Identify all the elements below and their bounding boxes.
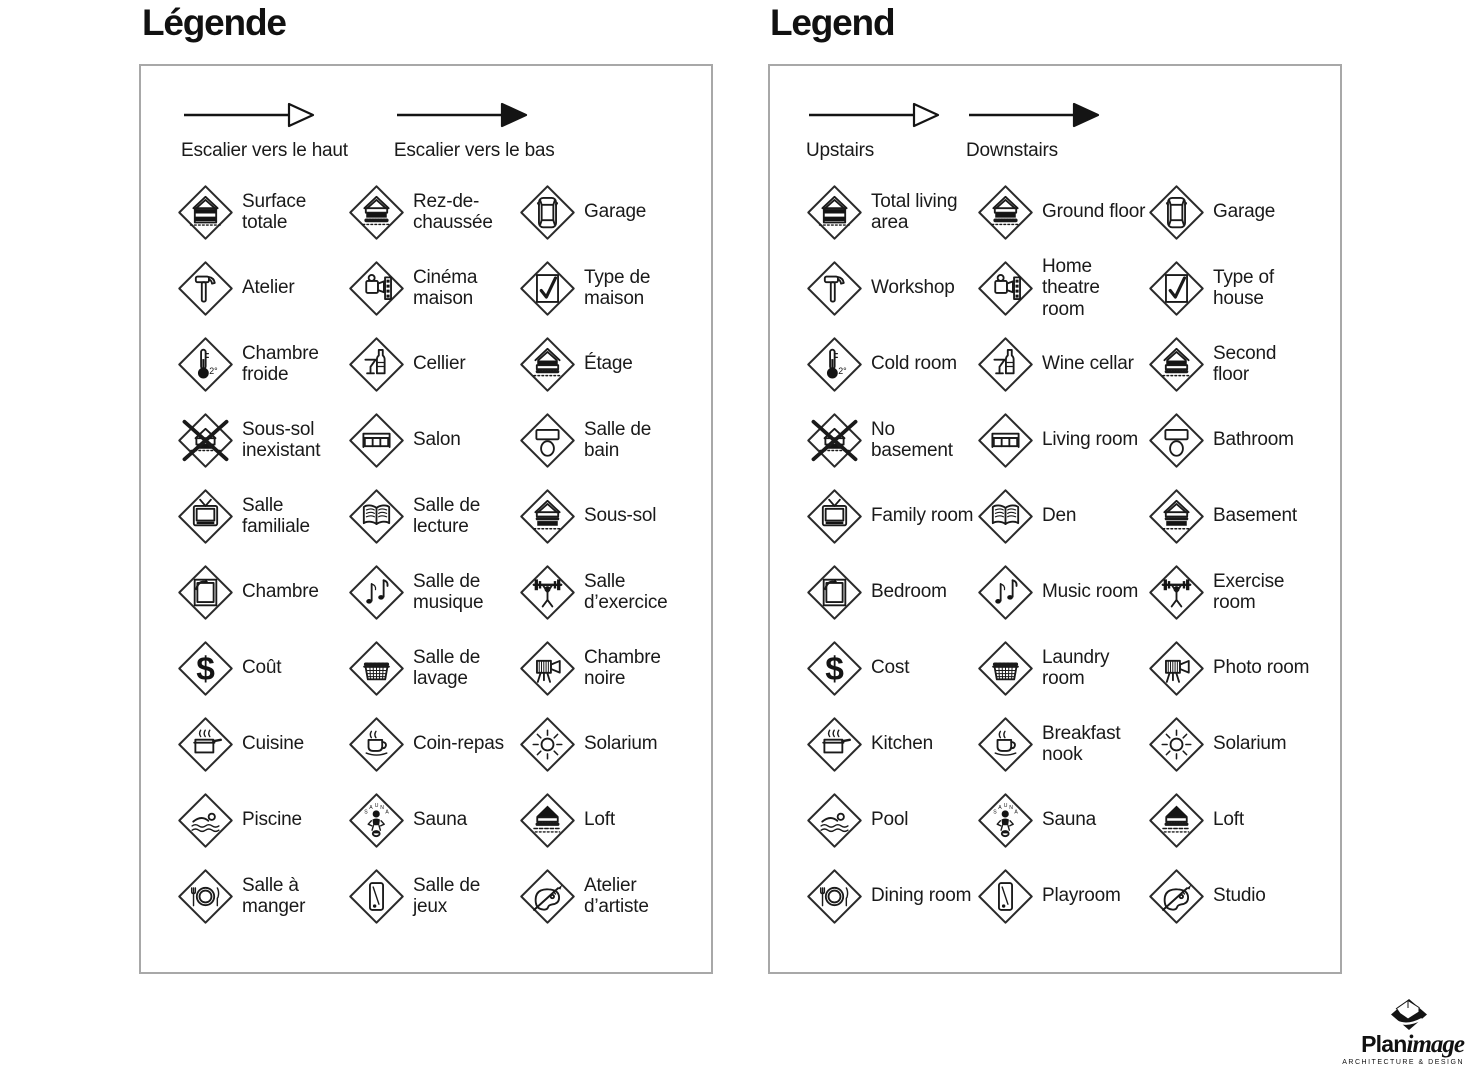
sauna-icon — [977, 792, 1034, 849]
arrow-filled-icon — [394, 100, 555, 135]
legend-item — [806, 706, 977, 782]
total-area-icon — [806, 184, 863, 241]
arrow-label: Escalier vers le haut — [181, 140, 348, 161]
legend-item — [519, 630, 691, 706]
legend-item-label: Second floor — [1213, 342, 1277, 385]
legend-item-label: Salon — [413, 429, 461, 451]
legend-item — [519, 326, 691, 402]
stair-arrow-outline — [806, 100, 946, 162]
legend-item-label: Chambre noire — [584, 646, 661, 689]
legend-item — [806, 326, 977, 402]
legend-item — [519, 402, 691, 478]
legend-item-label: No basement — [871, 418, 953, 461]
legend-panel-french — [139, 64, 713, 974]
legend-item-label: Studio — [1213, 885, 1266, 907]
photo-room-icon — [519, 640, 576, 697]
svg-text:$: $ — [196, 650, 215, 688]
legend-item — [1148, 174, 1320, 250]
legend-item-label: Surface totale — [242, 190, 307, 233]
legend-item-label: Salle de lecture — [413, 494, 481, 537]
legend-item-label: Chambre — [242, 581, 319, 603]
legend-item — [806, 174, 977, 250]
planimage-wordmark — [1288, 1030, 1464, 1058]
legend-item-label: Breakfast nook — [1042, 722, 1121, 765]
legend-item-label: Den — [1042, 505, 1077, 527]
legend-item — [519, 478, 691, 554]
den-icon — [977, 488, 1034, 545]
legend-item-label: Coût — [242, 657, 282, 679]
home-theatre-icon — [348, 260, 405, 317]
breakfast-nook-icon — [348, 716, 405, 773]
legend-item — [977, 706, 1148, 782]
second-floor-icon — [519, 336, 576, 393]
legend-item-label: Kitchen — [871, 733, 933, 755]
legend-item — [177, 858, 348, 934]
legend-item — [348, 174, 519, 250]
legend-item — [348, 782, 519, 858]
legend-item-label: Living room — [1042, 429, 1139, 451]
legend-item — [977, 782, 1148, 858]
planimage-logo — [1288, 996, 1464, 1067]
legend-item — [177, 250, 348, 326]
wine-cellar-icon — [348, 336, 405, 393]
legend-item — [977, 554, 1148, 630]
legend-item — [348, 630, 519, 706]
no-basement-icon — [177, 412, 234, 469]
legend-item — [519, 174, 691, 250]
bedroom-icon — [177, 564, 234, 621]
legend-item-label: Atelier — [242, 277, 295, 299]
laundry-icon — [977, 640, 1034, 697]
legend-item — [177, 630, 348, 706]
legend-item — [1148, 630, 1320, 706]
sauna-icon — [348, 792, 405, 849]
arrow-row — [806, 100, 1340, 162]
legend-item-label: Solarium — [1213, 733, 1287, 755]
exercise-room-icon — [519, 564, 576, 621]
svg-text:N: N — [380, 804, 384, 811]
living-room-icon — [977, 412, 1034, 469]
dining-room-icon — [806, 868, 863, 925]
solarium-icon — [1148, 716, 1205, 773]
legend-item — [519, 858, 691, 934]
legend-item — [348, 706, 519, 782]
bathroom-icon — [1148, 412, 1205, 469]
studio-icon — [1148, 868, 1205, 925]
logo-plan-text: Plan — [1361, 1030, 1407, 1057]
legend-item-label: Photo room — [1213, 657, 1310, 679]
loft-icon — [1148, 792, 1205, 849]
stair-arrow-filled — [966, 100, 1106, 162]
planimage-emblem-icon — [1288, 996, 1430, 1034]
legend-item-label: Salle familiale — [242, 494, 310, 537]
legend-item-label: Cost — [871, 657, 910, 679]
total-area-icon — [177, 184, 234, 241]
arrow-outline-icon — [806, 100, 946, 135]
legend-grid — [177, 174, 711, 934]
exercise-room-icon — [1148, 564, 1205, 621]
legend-item-label: Rez-de-chaussée — [413, 190, 493, 233]
legend-item-label: Salle de musique — [413, 570, 484, 613]
legend-item-label: Salle de lavage — [413, 646, 481, 689]
kitchen-icon — [806, 716, 863, 773]
legend-item-label: Étage — [584, 353, 633, 375]
arrow-filled-icon — [966, 100, 1106, 135]
cold-room-icon — [806, 336, 863, 393]
legend-item-label: Family room — [871, 505, 974, 527]
legend-item — [519, 782, 691, 858]
legend-item-label: Salle de jeux — [413, 874, 481, 917]
legend-item — [1148, 250, 1320, 326]
legend-item — [519, 554, 691, 630]
legend-item-label: Cinéma maison — [413, 266, 478, 309]
ground-floor-icon — [977, 184, 1034, 241]
home-theatre-icon — [977, 260, 1034, 317]
legend-item-label: Garage — [584, 201, 647, 223]
workshop-icon — [177, 260, 234, 317]
legend-item — [519, 250, 691, 326]
legend-item — [177, 782, 348, 858]
garage-icon — [1148, 184, 1205, 241]
music-room-icon — [977, 564, 1034, 621]
legend-item-label: Coin-repas — [413, 733, 504, 755]
legend-item-label: Type of house — [1213, 266, 1274, 309]
legend-item-label: Music room — [1042, 581, 1139, 603]
music-room-icon — [348, 564, 405, 621]
svg-text:S: S — [364, 808, 368, 815]
family-room-icon — [806, 488, 863, 545]
legend-item-label: Basement — [1213, 505, 1297, 527]
legend-item-label: Total living area — [871, 190, 958, 233]
svg-text:A: A — [998, 804, 1002, 811]
legend-item — [806, 250, 977, 326]
legend-item — [1148, 706, 1320, 782]
legend-item-label: Cellier — [413, 353, 466, 375]
kitchen-icon — [177, 716, 234, 773]
legend-item — [348, 402, 519, 478]
arrow-outline-icon — [181, 100, 348, 135]
legend-item — [348, 326, 519, 402]
photo-room-icon — [1148, 640, 1205, 697]
pool-icon — [177, 792, 234, 849]
legend-item — [177, 174, 348, 250]
legend-item — [806, 402, 977, 478]
legend-item-label: Chambre froide — [242, 342, 319, 385]
legend-item — [177, 402, 348, 478]
cost-icon — [177, 640, 234, 697]
svg-text:A: A — [385, 808, 389, 815]
legend-item-label: Loft — [1213, 809, 1244, 831]
legend-item — [1148, 326, 1320, 402]
no-basement-icon — [806, 412, 863, 469]
legend-item — [177, 554, 348, 630]
solarium-icon — [519, 716, 576, 773]
loft-icon — [519, 792, 576, 849]
stair-arrow-outline — [181, 100, 348, 162]
legend-item-label: Salle à manger — [242, 874, 306, 917]
legend-item-label: Garage — [1213, 201, 1276, 223]
type-of-house-icon — [1148, 260, 1205, 317]
legend-item — [177, 478, 348, 554]
stair-arrow-filled — [394, 100, 555, 162]
svg-text:U: U — [374, 802, 379, 809]
studio-icon — [519, 868, 576, 925]
playroom-icon — [977, 868, 1034, 925]
legend-item — [1148, 782, 1320, 858]
wine-cellar-icon — [977, 336, 1034, 393]
legend-title-english: Legend — [770, 2, 895, 43]
laundry-icon — [348, 640, 405, 697]
legend-item-label: Dining room — [871, 885, 972, 907]
legend-item-label: Sauna — [413, 809, 467, 831]
bedroom-icon — [806, 564, 863, 621]
legend-item — [1148, 402, 1320, 478]
legend-item — [977, 326, 1148, 402]
arrow-label: Escalier vers le bas — [393, 140, 555, 161]
second-floor-icon — [1148, 336, 1205, 393]
breakfast-nook-icon — [977, 716, 1034, 773]
legend-item-label: Laundry room — [1042, 646, 1110, 689]
svg-text:A: A — [369, 804, 373, 811]
legend-item-label: Exercise room — [1213, 570, 1285, 613]
legend-item-label: Piscine — [242, 809, 302, 831]
legend-item-label: Sauna — [1042, 809, 1096, 831]
svg-text:N: N — [1009, 804, 1013, 811]
basement-icon — [519, 488, 576, 545]
legend-item-label: Cold room — [871, 353, 957, 375]
legend-item — [806, 630, 977, 706]
legend-item-label: Salle de bain — [584, 418, 652, 461]
legend-item — [806, 554, 977, 630]
legend-item — [977, 250, 1148, 326]
legend-item — [1148, 478, 1320, 554]
svg-text:2°: 2° — [209, 365, 218, 376]
svg-text:S: S — [993, 808, 997, 815]
workshop-icon — [806, 260, 863, 317]
legend-item-label: Sous-sol — [584, 505, 657, 527]
legend-item — [348, 554, 519, 630]
legend-item — [177, 326, 348, 402]
family-room-icon — [177, 488, 234, 545]
legend-item — [977, 858, 1148, 934]
legend-title-french: Légende — [142, 2, 286, 43]
legend-item-label: Ground floor — [1042, 201, 1146, 223]
legend-item-label: Workshop — [871, 277, 955, 299]
type-of-house-icon — [519, 260, 576, 317]
logo-subtitle: ARCHITECTURE & DESIGN — [1342, 1059, 1464, 1066]
legend-panel-english — [768, 64, 1342, 974]
living-room-icon — [348, 412, 405, 469]
legend-item — [806, 858, 977, 934]
legend-item — [977, 478, 1148, 554]
svg-text:$: $ — [825, 650, 844, 688]
pool-icon — [806, 792, 863, 849]
cost-icon — [806, 640, 863, 697]
legend-item — [977, 174, 1148, 250]
legend-item-label: Type de maison — [584, 266, 651, 309]
legend-item-label: Sous-sol inexistant — [242, 418, 321, 461]
legend-grid — [806, 174, 1340, 934]
legend-item-label: Bathroom — [1213, 429, 1294, 451]
playroom-icon — [348, 868, 405, 925]
legend-item-label: Bedroom — [871, 581, 947, 603]
svg-text:2°: 2° — [838, 365, 847, 376]
arrow-label: Upstairs — [806, 140, 875, 161]
legend-item — [519, 706, 691, 782]
legend-item-label: Home theatre room — [1042, 255, 1100, 320]
legend-item — [177, 706, 348, 782]
legend-item — [1148, 554, 1320, 630]
den-icon — [348, 488, 405, 545]
legend-item — [348, 478, 519, 554]
legend-item — [977, 630, 1148, 706]
legend-item-label: Wine cellar — [1042, 353, 1134, 375]
dining-room-icon — [177, 868, 234, 925]
ground-floor-icon — [348, 184, 405, 241]
legend-item-label: Salle d’exercice — [584, 570, 668, 613]
logo-image-text: image — [1406, 1030, 1464, 1058]
legend-item-label: Pool — [871, 809, 909, 831]
legend-item — [348, 858, 519, 934]
legend-item-label: Solarium — [584, 733, 658, 755]
garage-icon — [519, 184, 576, 241]
basement-icon — [1148, 488, 1205, 545]
legend-item-label: Loft — [584, 809, 615, 831]
legend-item — [806, 478, 977, 554]
legend-item-label: Atelier d’artiste — [584, 874, 649, 917]
legend-item-label: Playroom — [1042, 885, 1121, 907]
legend-item — [977, 402, 1148, 478]
svg-text:A: A — [1014, 808, 1018, 815]
arrow-label: Downstairs — [966, 140, 1058, 161]
cold-room-icon — [177, 336, 234, 393]
arrow-row — [181, 100, 711, 162]
svg-text:U: U — [1003, 802, 1008, 809]
legend-item — [1148, 858, 1320, 934]
legend-item — [348, 250, 519, 326]
legend-item — [806, 782, 977, 858]
bathroom-icon — [519, 412, 576, 469]
legend-item-label: Cuisine — [242, 733, 304, 755]
